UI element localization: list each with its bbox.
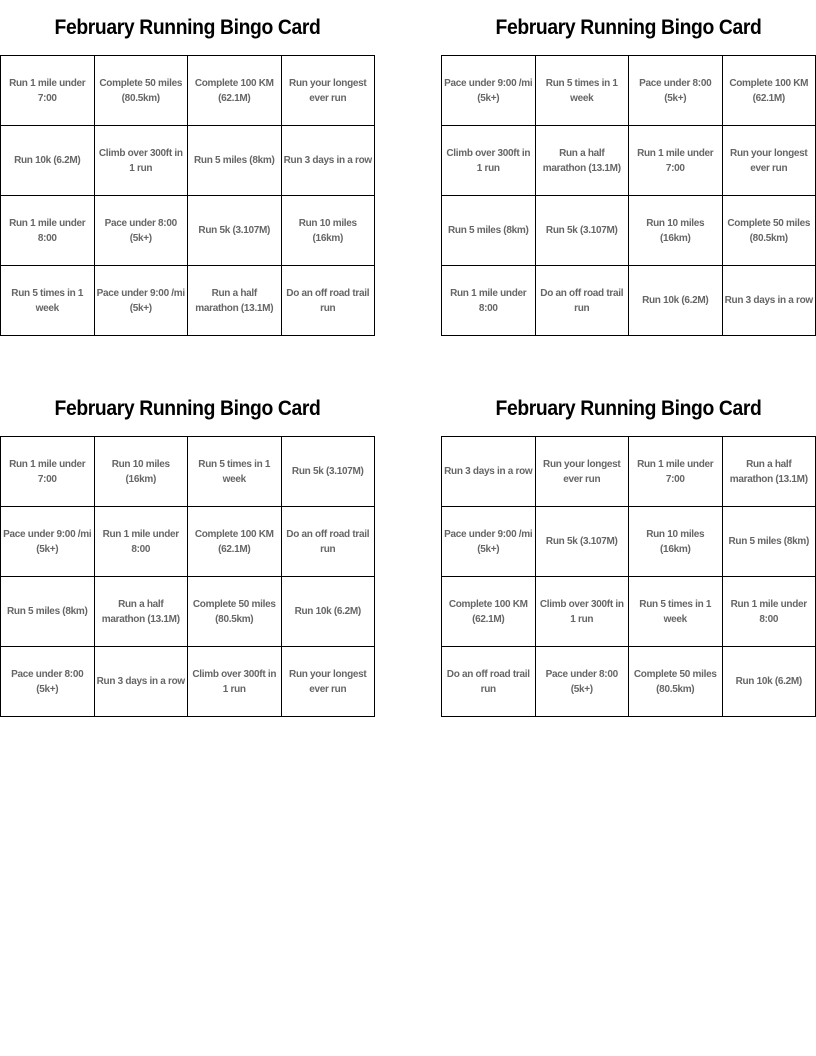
bingo-cell: Run 10k (6.2M) bbox=[723, 647, 816, 717]
bingo-cell: Run a half marathon (13.1M) bbox=[536, 126, 630, 196]
bingo-cell: Run 1 mile under 8:00 bbox=[95, 507, 189, 577]
bingo-cell: Climb over 300ft in 1 run bbox=[442, 126, 536, 196]
bingo-cell: Run 1 mile under 7:00 bbox=[629, 437, 723, 507]
bingo-cell: Climb over 300ft in 1 run bbox=[188, 647, 282, 717]
bingo-cell: Run 5 miles (8km) bbox=[1, 577, 95, 647]
bingo-cell: Run 5k (3.107M) bbox=[536, 196, 630, 266]
bingo-cell: Pace under 9:00 /mi (5k+) bbox=[1, 507, 95, 577]
bingo-cell: Run 3 days in a row bbox=[95, 647, 189, 717]
bingo-cell: Complete 100 KM (62.1M) bbox=[188, 56, 282, 126]
bingo-cell: Run 10k (6.2M) bbox=[282, 577, 376, 647]
bingo-cell: Run 5k (3.107M) bbox=[536, 507, 630, 577]
bingo-cell: Run 5 times in 1 week bbox=[188, 437, 282, 507]
bingo-cell: Run 3 days in a row bbox=[282, 126, 376, 196]
bingo-cell: Run 10k (6.2M) bbox=[1, 126, 95, 196]
bingo-cell: Run 5 times in 1 week bbox=[536, 56, 630, 126]
bingo-cell: Run your longest ever run bbox=[282, 647, 376, 717]
bingo-cell: Do an off road trail run bbox=[282, 507, 376, 577]
bingo-cell: Run 10 miles (16km) bbox=[629, 507, 723, 577]
bingo-cell: Run 5 times in 1 week bbox=[629, 577, 723, 647]
bingo-cell: Pace under 9:00 /mi (5k+) bbox=[442, 507, 536, 577]
bingo-cell: Run 5 times in 1 week bbox=[1, 266, 95, 336]
bingo-card-1 bbox=[0, 0, 375, 336]
bingo-cell: Pace under 9:00 /mi (5k+) bbox=[442, 56, 536, 126]
bingo-cell: Run a half marathon (13.1M) bbox=[723, 437, 816, 507]
bingo-cell: Run 1 mile under 7:00 bbox=[1, 437, 95, 507]
bingo-cell: Climb over 300ft in 1 run bbox=[95, 126, 189, 196]
bingo-cell: Do an off road trail run bbox=[536, 266, 630, 336]
bingo-cell: Run 10 miles (16km) bbox=[629, 196, 723, 266]
bingo-cell: Pace under 8:00 (5k+) bbox=[1, 647, 95, 717]
bingo-cell: Run your longest ever run bbox=[282, 56, 376, 126]
card-title: February Running Bingo Card bbox=[54, 396, 321, 420]
bingo-cell: Complete 50 miles (80.5km) bbox=[629, 647, 723, 717]
bingo-cell: Run your longest ever run bbox=[723, 126, 816, 196]
bingo-cell: Run 1 mile under 7:00 bbox=[629, 126, 723, 196]
bingo-cell: Run 10 miles (16km) bbox=[95, 437, 189, 507]
bingo-cell: Climb over 300ft in 1 run bbox=[536, 577, 630, 647]
bingo-card-3 bbox=[0, 381, 375, 717]
bingo-cell: Pace under 8:00 (5k+) bbox=[536, 647, 630, 717]
bingo-cell: Pace under 8:00 (5k+) bbox=[95, 196, 189, 266]
bingo-cell: Run 3 days in a row bbox=[442, 437, 536, 507]
card-title: February Running Bingo Card bbox=[495, 15, 762, 39]
bingo-cell: Run 5 miles (8km) bbox=[442, 196, 536, 266]
bingo-cell: Run 1 mile under 8:00 bbox=[1, 196, 95, 266]
card-title: February Running Bingo Card bbox=[495, 396, 762, 420]
bingo-cell: Run 10 miles (16km) bbox=[282, 196, 376, 266]
bingo-cell: Run 1 mile under 8:00 bbox=[442, 266, 536, 336]
bingo-cell: Run 1 mile under 8:00 bbox=[723, 577, 816, 647]
bingo-cell: Complete 50 miles (80.5km) bbox=[723, 196, 816, 266]
bingo-cell: Do an off road trail run bbox=[282, 266, 376, 336]
bingo-cell: Complete 50 miles (80.5km) bbox=[188, 577, 282, 647]
bingo-cell: Run a half marathon (13.1M) bbox=[188, 266, 282, 336]
bingo-cell: Complete 100 KM (62.1M) bbox=[442, 577, 536, 647]
bingo-cell: Run 5k (3.107M) bbox=[188, 196, 282, 266]
bingo-card-4 bbox=[441, 381, 816, 717]
card-title: February Running Bingo Card bbox=[54, 15, 321, 39]
bingo-grid bbox=[441, 436, 816, 717]
bingo-cell: Run 5 miles (8km) bbox=[723, 507, 816, 577]
bingo-cell: Run 5k (3.107M) bbox=[282, 437, 376, 507]
bingo-cell: Run a half marathon (13.1M) bbox=[95, 577, 189, 647]
bingo-cell: Complete 50 miles (80.5km) bbox=[95, 56, 189, 126]
bingo-card-2 bbox=[441, 0, 816, 336]
bingo-cell: Complete 100 KM (62.1M) bbox=[723, 56, 816, 126]
bingo-cell: Do an off road trail run bbox=[442, 647, 536, 717]
bingo-cell: Run 1 mile under 7:00 bbox=[1, 56, 95, 126]
bingo-cell: Run 10k (6.2M) bbox=[629, 266, 723, 336]
bingo-cell: Complete 100 KM (62.1M) bbox=[188, 507, 282, 577]
bingo-cell: Pace under 8:00 (5k+) bbox=[629, 56, 723, 126]
bingo-cell: Pace under 9:00 /mi (5k+) bbox=[95, 266, 189, 336]
bingo-grid bbox=[441, 55, 816, 336]
bingo-cell: Run 5 miles (8km) bbox=[188, 126, 282, 196]
bingo-grid bbox=[0, 436, 375, 717]
bingo-cell: Run 3 days in a row bbox=[723, 266, 816, 336]
bingo-grid bbox=[0, 55, 375, 336]
bingo-cell: Run your longest ever run bbox=[536, 437, 630, 507]
